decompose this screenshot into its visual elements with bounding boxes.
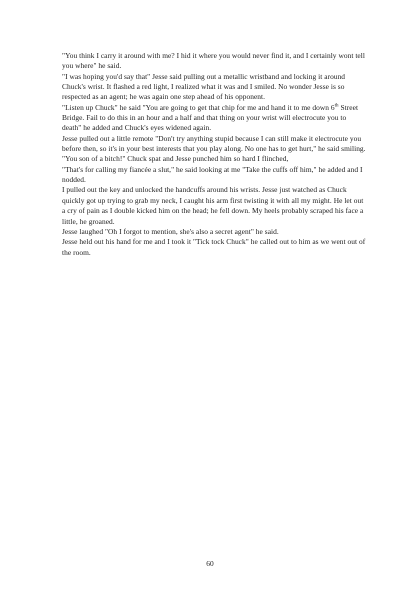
story-text <box>62 51 366 258</box>
paragraph <box>62 103 366 134</box>
paragraph: Jesse held out his hand for me and I took it "Tick tock Chuck" he called out to him as we went out of the room. <box>62 237 366 257</box>
paragraph: Jesse laughed "Oh I forgot to mention, she's also a secret agent" he said. <box>62 226 279 236</box>
paragraph: I pulled out the key and unlocked the handcuffs around his wrists. Jesse just watched as Chuck quickly got up trying to grab my neck, I caught his arm first twisting it with all my might. He let out a cry of pain as I double kicked him on the head; he fell down. My heels probably scraped his face a little, he groaned. <box>62 185 364 226</box>
paragraph-text: "Listen up Chuck" he said "You are going to get that chip for me and hand it to me down 6 <box>62 102 335 112</box>
paragraph: "That's for calling my fiancée a slut," he said looking at me "Take the cuffs off him," he added and I nodded. <box>62 164 363 185</box>
paragraph: "I was hoping you'd say that" Jesse said pulling out a metallic wristband and locking it around Chuck's wrist. It flashed a red light, I realized what it was and I smiled. No wonder Jesse is so respected as an agent; he was again one step ahead of his opponent. <box>62 71 346 102</box>
ordinal-suffix: th <box>334 103 339 109</box>
paragraph: "You son of a bitch!" Chuck spat and Jesse punched him so hard I flinched, <box>62 154 289 164</box>
paragraph: Jesse pulled out a little remote "Don't try anything stupid because I can still make it electrocute you before then, so it's in your best interests that you play along. No one has to get hurt," he said smiling. <box>62 133 366 154</box>
paragraph: "You think I carry it around with me? I hid it where you would never find it, and I certainly wont tell you where" he said. <box>62 51 365 71</box>
paragraph-text: Street Bridge. Fail to do this in an hour and a half and that thing on your wrist will electrocute you to death" he added and Chuck's eyes widened again. <box>62 102 359 133</box>
page-number: 60 <box>206 559 214 568</box>
